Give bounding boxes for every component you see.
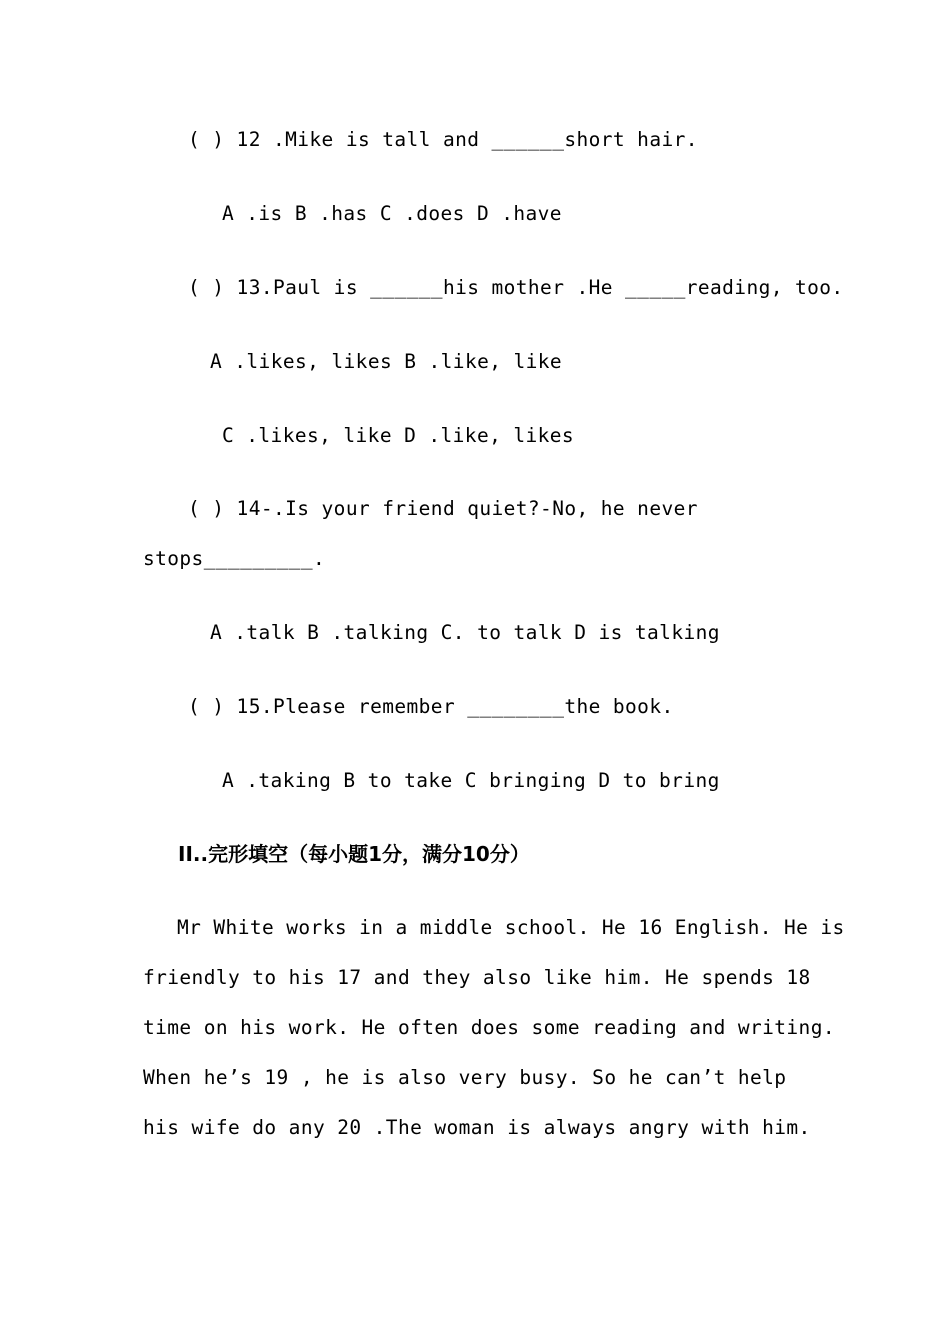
question-15-options: A .taking B to take C bringing D to bring: [222, 769, 720, 792]
passage-line: When he’s 19 , he is also very busy. So he can’t help: [143, 1066, 787, 1089]
question-13-options-line2: C .likes, like D .like, likes: [222, 424, 575, 447]
section-2-heading: II..完形填空（每小题1分，满分10分）: [178, 842, 530, 866]
question-14-stem-line2: stops_________.: [143, 547, 326, 570]
question-12-stem: ( ) 12 .Mike is tall and ______short hair.: [188, 128, 698, 151]
question-13-options-line1: A .likes, likes B .like, like: [210, 350, 563, 373]
passage-line: his wife do any 20 .The woman is always angry with him.: [143, 1116, 811, 1139]
passage-line: time on his work. He often does some reading and writing.: [143, 1016, 835, 1039]
passage-line: Mr White works in a middle school. He 16 English. He is: [177, 916, 845, 939]
question-14-options: A .talk B .talking C. to talk D is talking: [210, 621, 720, 644]
question-14-stem-line1: ( ) 14-.Is your friend quiet?-No, he never: [188, 497, 698, 520]
question-15-stem: ( ) 15.Please remember ________the book.: [188, 695, 674, 718]
question-13-stem: ( ) 13.Paul is ______his mother .He _____reading, too.: [188, 276, 844, 299]
passage-line: friendly to his 17 and they also like him. He spends 18: [143, 966, 811, 989]
question-12-options: A .is B .has C .does D .have: [222, 202, 562, 225]
